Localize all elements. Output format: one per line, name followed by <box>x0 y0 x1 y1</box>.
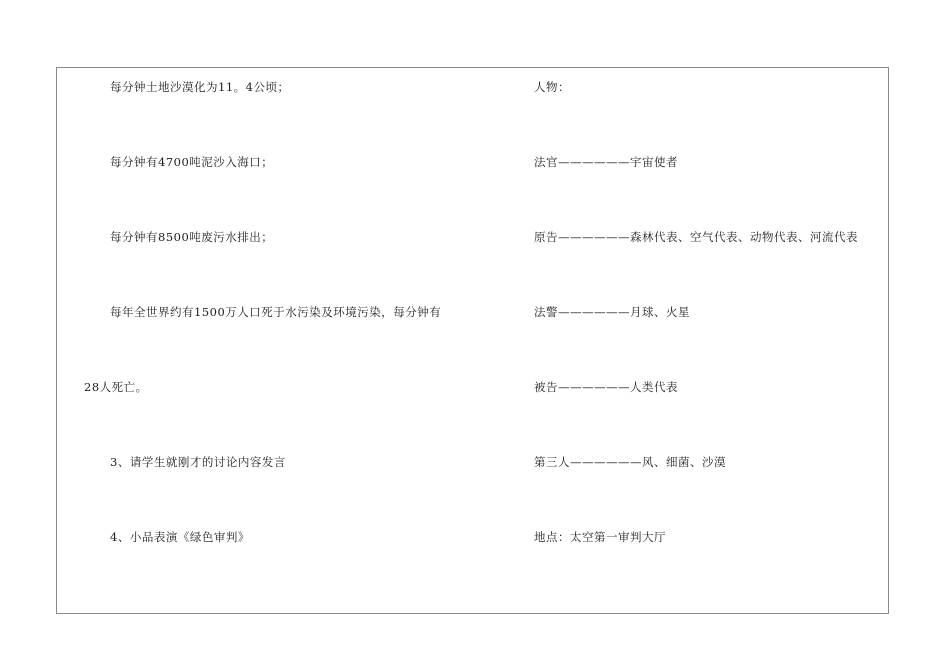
left-line-deaths: 每年全世界约有1500万人口死于水污染及环境污染，每分钟有 <box>110 305 442 319</box>
left-line-wastewater: 每分钟有8500吨废污水排出； <box>110 230 274 244</box>
left-line-step-4: 4、小品表演《绿色审判》 <box>110 530 250 544</box>
left-line-step-3: 3、请学生就刚才的讨论内容发言 <box>110 455 286 469</box>
right-line-third-party: 第三人——————风、细菌、沙漠 <box>534 455 726 469</box>
left-line-deaths-continued: 28人死亡。 <box>84 380 148 394</box>
right-line-judge: 法官——————宇宙使者 <box>534 155 678 169</box>
right-line-plaintiff: 原告——————森林代表、空气代表、动物代表、河流代表 <box>534 230 858 244</box>
right-line-bailiff: 法警——————月球、火星 <box>534 305 690 319</box>
right-line-defendant: 被告——————人类代表 <box>534 380 678 394</box>
left-line-desertification: 每分钟土地沙漠化为11。4公顷； <box>110 80 290 94</box>
left-line-sediment: 每分钟有4700吨泥沙入海口； <box>110 155 274 169</box>
right-line-location: 地点：太空第一审判大厅 <box>534 530 666 544</box>
right-line-characters-heading: 人物： <box>534 80 570 94</box>
